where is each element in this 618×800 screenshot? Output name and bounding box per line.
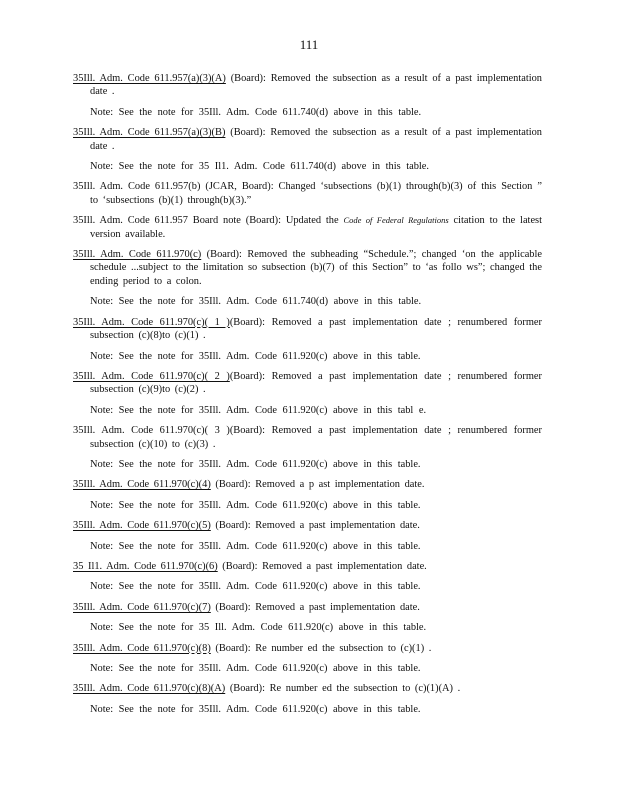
entry-text: (Board): Re number ed the subsection to (c)(1) .	[210, 642, 432, 654]
code-citation: 35Ill. Adm. Code 611.970(c)( 2 )	[73, 370, 230, 382]
code-citation: 35Ill. Adm. Code 611.970(c)	[73, 249, 202, 261]
entry-text: (Board): Removed a past implementation date.	[217, 560, 427, 572]
table-note: Note: See the note for 35Ill. Adm. Code 611.740(d) above in this table.	[90, 296, 422, 308]
entry-text: (Board): Removed a past implementation date ; renumbered former subsection (c)(9)to (c)(2) .	[90, 370, 542, 396]
table-note: Note: See the note for 35Ill. Adm. Code 611.920(c) above in this table.	[90, 499, 421, 511]
table-entry	[73, 316, 542, 343]
code-citation: 35Ill. Adm. Code 611.957 Board note	[73, 215, 241, 227]
table-entry	[73, 601, 542, 614]
table-entry	[73, 642, 542, 655]
entry-text: (Board): Removed the subsection as a result of a past implementation date .	[90, 127, 542, 152]
code-citation: 35Ill. Adm. Code 611.970(c)(5)	[73, 520, 211, 532]
entry-text: (Board): Removed the subsection as a result of a past implementation date .	[90, 73, 542, 98]
table-note: Note: See the note for 35Ill. Adm. Code 611.740(d) above in this table.	[90, 106, 422, 118]
entry-text: (Board): Re number ed the subsection to (c)(1)(A) .	[225, 683, 461, 695]
table-entry	[73, 682, 542, 695]
entry-text: (Board): Updated the	[240, 215, 344, 227]
table-note: Note: See the note for 35 Il1. Adm. Code 611.740(d) above in this table.	[90, 161, 430, 173]
code-citation: 35Ill. Adm. Code 611.970(c)( 3 )	[73, 425, 230, 437]
table-note: Note: See the note for 35Ill. Adm. Code 611.920(c) above in this table.	[90, 663, 421, 674]
code-citation: 35Ill. Adm. Code 611.970(c)( 1 )	[73, 316, 230, 328]
table-entry	[73, 72, 542, 99]
table-entry	[73, 560, 542, 573]
code-citation: 35Ill. Adm. Code 611.957(b)	[73, 181, 201, 193]
code-citation: 35Ill. Adm. Code 611.957(a)(3)(A)	[73, 73, 226, 84]
entry-text: (JCAR, Board): Changed ‘subsections (b)(1) through(b)(3) of this Section ” to ‘subsections (b)(1) through(b)(3).”	[90, 181, 542, 206]
table-entry	[73, 126, 542, 153]
entry-text: (Board): Removed a p ast implementation date.	[210, 479, 425, 491]
table-entry	[73, 214, 542, 241]
code-citation: 35Ill. Adm. Code 611.970(c)(4)	[73, 479, 211, 491]
table-note: Note: See the note for 35Ill. Adm. Code 611.920(c) above in this tabl e.	[90, 404, 427, 416]
entry-text: (Board): Removed a past implementation date ; renumbered former subsection (c)(8)to (c)(1) .	[90, 316, 542, 342]
table-note: Note: See the note for 35Ill. Adm. Code 611.920(c) above in this table.	[90, 458, 421, 470]
entry-text: (Board): Removed a past implementation date ; renumbered former subsection (c)(10) to (c)(3) .	[90, 425, 542, 450]
code-citation: 35Ill. Adm. Code 611.970(c)(7)	[73, 601, 211, 613]
table-note: Note: See the note for 35Ill. Adm. Code 611.920(c) above in this table.	[90, 581, 421, 593]
table-note: Note: See the note for 35Ill. Adm. Code 611.920(c) above in this table.	[90, 703, 421, 715]
amendment-table	[0, 72, 618, 716]
code-citation: 35 Il1. Adm. Code 611.970(c)(6)	[73, 560, 218, 572]
table-entry	[73, 180, 542, 207]
table-note: Note: See the note for 35Ill. Adm. Code 611.920(c) above in this table.	[90, 540, 421, 552]
code-citation: 35Ill. Adm. Code 611.970(c)(8)(A)	[73, 683, 226, 695]
table-entry	[73, 519, 542, 532]
table-note: Note: See the note for 35 Ill. Adm. Code 611.920(c) above in this table.	[90, 622, 427, 634]
code-citation: 35Ill. Adm. Code 611.957(a)(3)(B)	[73, 127, 226, 139]
table-note: Note: See the note for 35Ill. Adm. Code 611.920(c) above in this table.	[90, 350, 421, 362]
table-entry	[73, 248, 542, 288]
entry-text: (Board): Removed a past implementation date.	[210, 520, 420, 532]
table-entry	[73, 478, 542, 491]
table-entry	[73, 424, 542, 451]
entry-text: citation to the latest version available.	[90, 215, 542, 240]
cfr-title: Code of Federal Regulations	[343, 215, 449, 226]
page-number: 111	[299, 37, 319, 52]
entry-text: (Board): Removed a past implementation date.	[210, 601, 420, 613]
table-entry	[73, 370, 542, 397]
code-citation: 35Ill. Adm. Code 611.970(c)(8)	[73, 642, 211, 654]
entry-text: (Board): Removed the subheading “Schedule.”; changed ‘on the applicable schedule ...subject to the limitation so subsection (b)(7) of this Section” to ‘as follo ws”; changed the ending period to a colon.	[90, 249, 542, 287]
